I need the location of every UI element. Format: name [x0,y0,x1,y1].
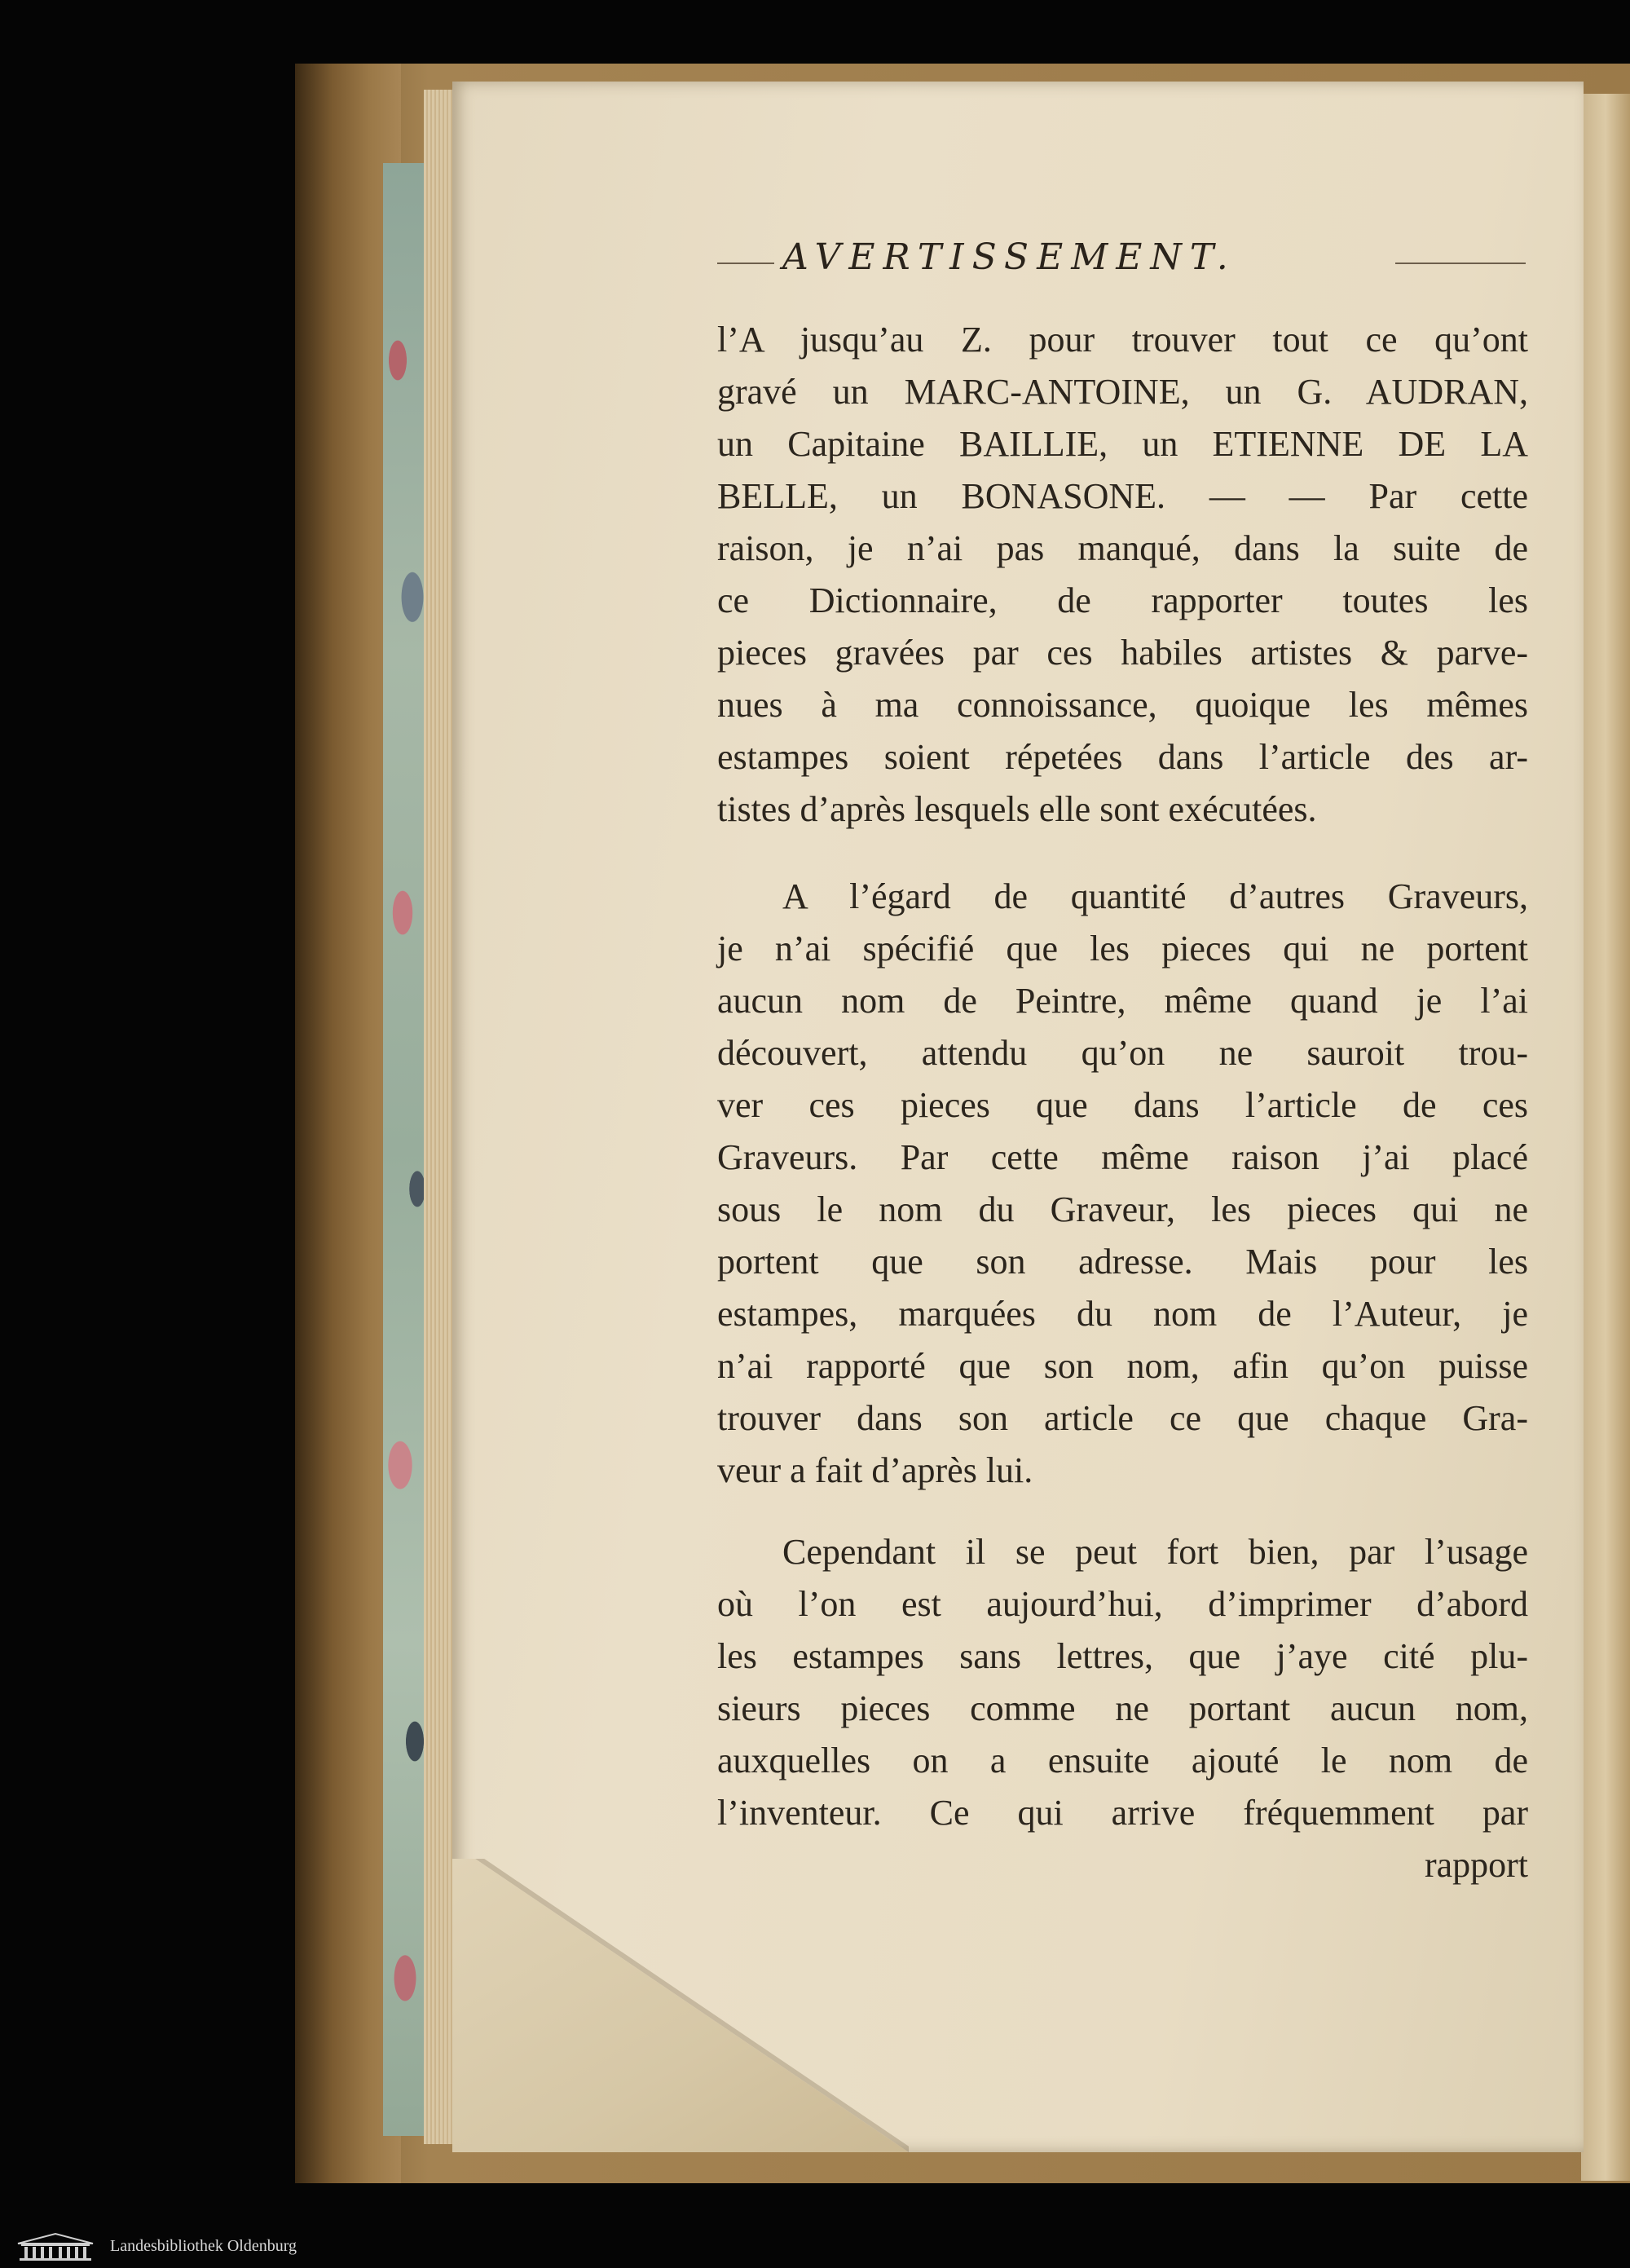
text-line: auxquelles on a ensuite ajouté le nom de [717,1741,1528,1780]
page-stack-edge [424,90,456,2144]
text-line: sous le nom du Graveur, les pieces qui ne [717,1189,1528,1229]
text-line: tistes d’après lesquels elle sont exécutées. [717,789,1317,829]
header-rule-right [1395,263,1526,264]
text-line: raison, je n’ai pas manqué, dans la suite de [717,528,1528,568]
text-line: A l’égard de quantité d’autres Graveurs, [782,876,1528,916]
catchword: rapport [1424,1845,1528,1885]
text-line: un Capitaine BAILLIE, un ETIENNE DE LA [717,424,1528,464]
text-line: l’A jusqu’au Z. pour trouver tout ce qu’ont [717,320,1528,360]
text-line: BELLE, un BONASONE. — — Par cette [717,476,1528,516]
header-rule-left [717,263,774,264]
paragraph-3 [717,1526,1528,1891]
paragraph-2 [717,871,1528,1497]
text-line: Graveurs. Par cette même raison j’ai placé [717,1137,1528,1177]
text-line: estampes soient répetées dans l’article des ar- [717,737,1528,777]
text-line: les estampes sans lettres, que j’aye cité plu- [717,1636,1528,1676]
text-line: Cependant il se peut fort bien, par l’usage [782,1532,1528,1572]
running-head: AVERTISSEMENT. [782,236,1236,278]
text-line: ce Dictionnaire, de rapporter toutes les [717,580,1528,620]
text-line: veur a fait d’après lui. [717,1450,1033,1490]
library-name: Landesbibliothek Oldenburg [110,2237,297,2255]
text-line: portent que son adresse. Mais pour les [717,1242,1528,1282]
text-line: je n’ai spécifié que les pieces qui ne portent [717,929,1528,969]
text-line: où l’on est aujourd’hui, d’imprimer d’abord [717,1584,1528,1624]
text-line: l’inventeur. Ce qui arrive fréquemment par [717,1793,1528,1833]
library-building-icon [15,2232,96,2261]
text-line: trouver dans son article ce que chaque Gra- [717,1398,1528,1438]
text-line: estampes, marquées du nom de l’Auteur, je [717,1294,1528,1334]
text-line: gravé un MARC-ANTOINE, un G. AUDRAN, [717,372,1528,412]
text-line: aucun nom de Peintre, même quand je l’ai [717,981,1528,1021]
text-line: nues à ma connoissance, quoique les mêmes [717,685,1528,725]
facing-page-edge [1581,94,1630,2181]
text-line: sieurs pieces comme ne portant aucun nom, [717,1688,1528,1728]
text-line: découvert, attendu qu’on ne sauroit trou- [717,1033,1528,1073]
paragraph-1 [717,314,1528,836]
text-line: n’ai rapporté que son nom, afin qu’on puisse [717,1346,1528,1386]
text-line: pieces gravées par ces habiles artistes & parve- [717,633,1528,673]
text-line: ver ces pieces que dans l’article de ces [717,1085,1528,1125]
